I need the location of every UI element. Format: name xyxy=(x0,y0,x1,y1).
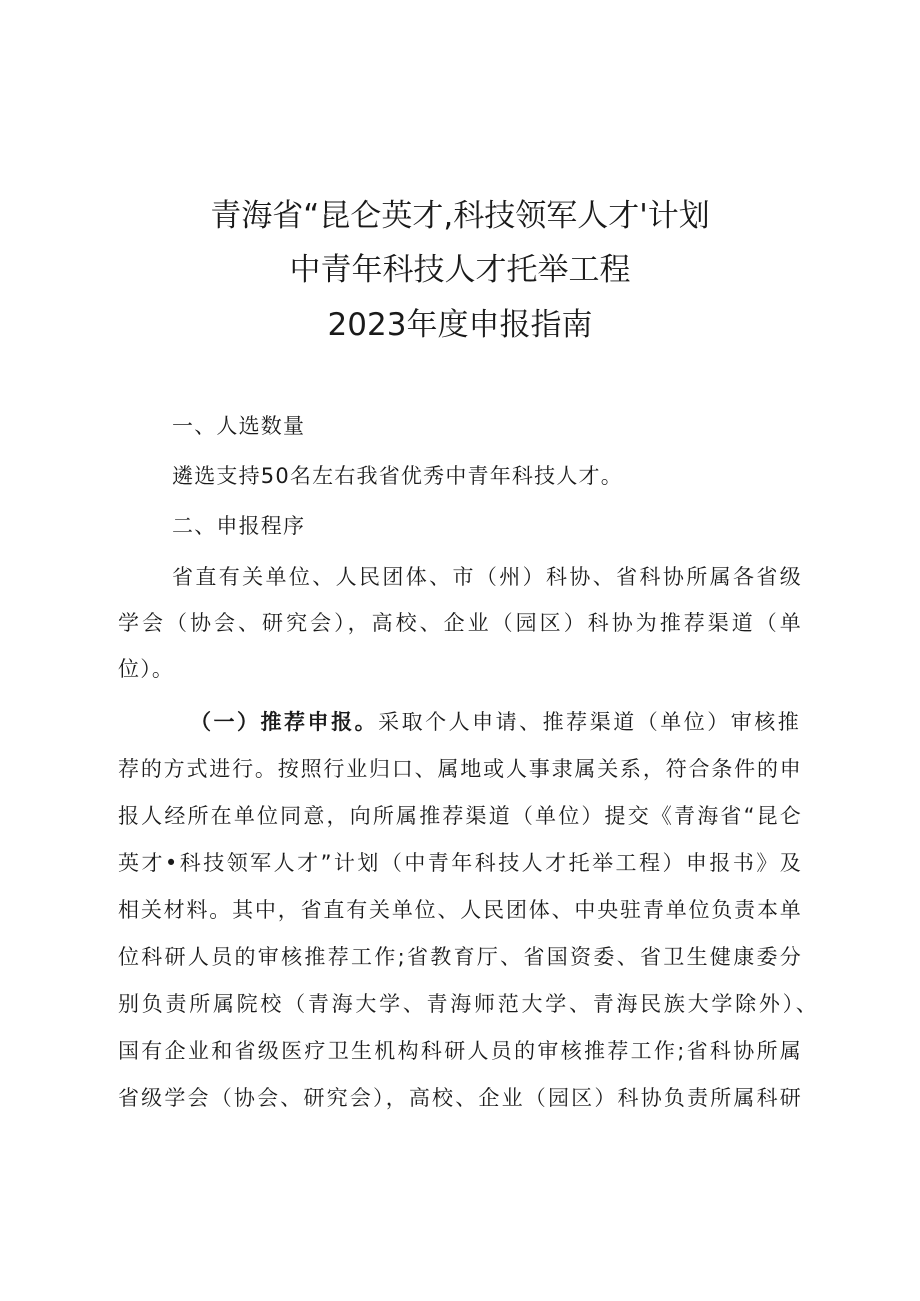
paragraph-line: 报人经所在单位同意，向所属推荐渠道（单位）提交《青海省“昆仑 xyxy=(118,804,802,828)
title-line-3: 2023年度申报指南 xyxy=(327,307,593,343)
title-line-2: 中青年科技人才托举工程 xyxy=(289,252,631,288)
subsection-first-line xyxy=(190,709,800,735)
paragraph-line: 省级学会（协会、研究会），高校、企业（园区）科协负责所属科研 xyxy=(118,1086,802,1110)
paragraph-line: 荐的方式进行。按照行业归口、属地或人事隶属关系，符合条件的申 xyxy=(118,757,802,781)
subsection-label: （一）推荐申报。 xyxy=(190,710,379,734)
subsection-first-text: 采取个人申请、推荐渠道（单位）审核推 xyxy=(378,710,800,734)
section-1-text: 遴选支持50名左右我省优秀中青年科技人才。 xyxy=(172,464,623,488)
paragraph-line: 学会（协会、研究会），高校、企业（园区）科协为推荐渠道（单 xyxy=(118,611,802,635)
section-heading-2: 二、申报程序 xyxy=(172,514,306,538)
paragraph-line: 国有企业和省级医疗卫生机构科研人员的审核推荐工作;省科协所属 xyxy=(118,1039,802,1063)
paragraph-line: 别负责所属院校（青海大学、青海师范大学、青海民族大学除外）、 xyxy=(118,992,818,1016)
paragraph-line: 位科研人员的审核推荐工作;省教育厅、省国资委、省卫生健康委分 xyxy=(118,945,802,969)
title-line-1: 青海省“昆仑英才,科技领军人才'计划 xyxy=(210,198,710,234)
paragraph-line: 位）。 xyxy=(118,657,175,681)
paragraph-line: 英才•科技领军人才”计划（中青年科技人才托举工程）申报书》及 xyxy=(118,851,802,875)
section-heading-1: 一、人选数量 xyxy=(172,414,306,438)
paragraph-line: 相关材料。其中，省直有关单位、人民团体、中央驻青单位负责本单 xyxy=(118,898,802,922)
paragraph-line: 省直有关单位、人民团体、市（州）科协、省科协所属各省级 xyxy=(172,565,802,589)
